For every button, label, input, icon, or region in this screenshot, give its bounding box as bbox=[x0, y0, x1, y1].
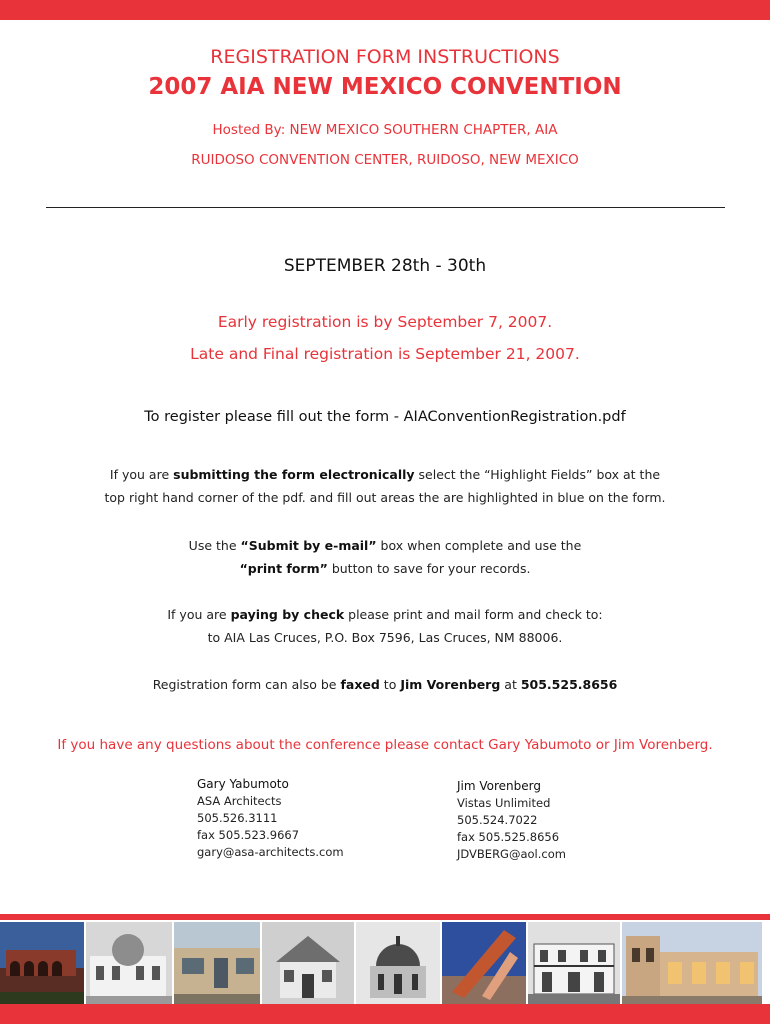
check-payment-paragraph bbox=[0, 603, 770, 649]
para1-text-d: top right hand corner of the pdf. and fill out areas the are highlighted in blue on the form. bbox=[104, 490, 666, 505]
divider bbox=[46, 207, 725, 208]
print-form-label: “print form” bbox=[239, 561, 328, 576]
contact-org: Vistas Unlimited bbox=[457, 796, 551, 810]
fax-paragraph bbox=[0, 673, 770, 696]
contact-card-jim bbox=[457, 778, 566, 863]
bottom-red-band bbox=[0, 1004, 770, 1024]
modern-building-photo bbox=[174, 922, 260, 1004]
para2-text-c: box when complete and use the bbox=[376, 538, 582, 553]
domed-building-photo bbox=[86, 922, 172, 1004]
convention-title: 2007 AIA NEW MEXICO CONVENTION bbox=[148, 74, 622, 100]
para4-text-c: to bbox=[379, 677, 401, 692]
contact-email[interactable]: gary@asa-architects.com bbox=[197, 845, 344, 859]
two-story-building-photo bbox=[528, 922, 620, 1004]
email-submission-paragraph bbox=[0, 534, 770, 580]
register-instruction: To register please fill out the form - AIAConventionRegistration.pdf bbox=[144, 409, 626, 425]
photo-strip bbox=[0, 922, 770, 1004]
para1-bold: submitting the form electronically bbox=[173, 467, 415, 482]
submit-by-email-label: “Submit by e-mail” bbox=[240, 538, 377, 553]
adobe-arcade-photo bbox=[0, 922, 84, 1004]
contact-phone: 505.526.3111 bbox=[197, 811, 278, 825]
paying-by-check-label: paying by check bbox=[230, 607, 345, 622]
contact-fax: fax 505.525.8656 bbox=[457, 830, 560, 844]
contact-card-gary bbox=[197, 776, 344, 861]
late-registration: Late and Final registration is September 21, 2007. bbox=[190, 345, 580, 363]
contact-name: Gary Yabumoto bbox=[197, 777, 289, 791]
early-registration: Early registration is by September 7, 2007. bbox=[217, 313, 553, 331]
top-red-band bbox=[0, 0, 770, 20]
church-photo bbox=[262, 922, 354, 1004]
electronic-submission-paragraph bbox=[0, 463, 770, 509]
contact-fax: fax 505.523.9667 bbox=[197, 828, 300, 842]
fax-contact-name: Jim Vorenberg bbox=[400, 677, 501, 692]
mailing-address: to AIA Las Cruces, P.O. Box 7596, Las Cruces, NM 88006. bbox=[207, 630, 563, 645]
faxed-label: faxed bbox=[340, 677, 380, 692]
para3-text-c: please print and mail form and check to: bbox=[344, 607, 603, 622]
venue: RUIDOSO CONVENTION CENTER, RUIDOSO, NEW MEXICO bbox=[191, 152, 579, 168]
hosted-by: Hosted By: NEW MEXICO SOUTHERN CHAPTER, AIA bbox=[212, 122, 558, 138]
ornate-dome-photo bbox=[356, 922, 440, 1004]
para4-text-e: at bbox=[500, 677, 521, 692]
para4-text-a: Registration form can also be bbox=[152, 677, 341, 692]
convention-dates: SEPTEMBER 28th - 30th bbox=[283, 256, 487, 276]
contact-email[interactable]: JDVBERG@aol.com bbox=[457, 847, 566, 861]
contact-org: ASA Architects bbox=[197, 794, 282, 808]
para2-text-e: button to save for your records. bbox=[327, 561, 531, 576]
questions-line: If you have any questions about the conference please contact Gary Yabumoto or Jim Vorenberg. bbox=[57, 737, 713, 753]
contact-name: Jim Vorenberg bbox=[457, 779, 541, 793]
contact-phone: 505.524.7022 bbox=[457, 813, 538, 827]
sculpture-photo bbox=[442, 922, 526, 1004]
para3-text-a: If you are bbox=[167, 607, 231, 622]
form-subtitle: REGISTRATION FORM INSTRUCTIONS bbox=[210, 46, 560, 68]
para1-text-a: If you are bbox=[109, 467, 174, 482]
para1-text-c: select the “Highlight Fields” box at the bbox=[414, 467, 661, 482]
para2-text-a: Use the bbox=[188, 538, 241, 553]
photo-strip-rule bbox=[0, 914, 770, 920]
shopping-plaza-photo bbox=[622, 922, 762, 1004]
fax-number: 505.525.8656 bbox=[520, 677, 618, 692]
